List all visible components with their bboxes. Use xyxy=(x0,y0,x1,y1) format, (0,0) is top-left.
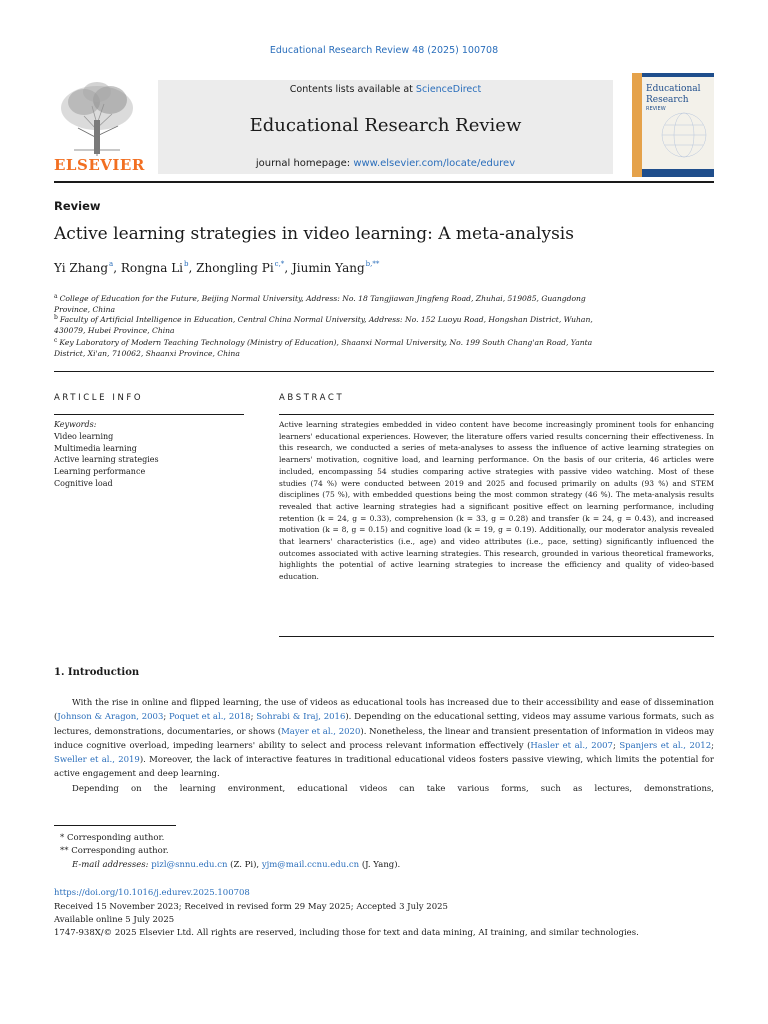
journal-title: Educational Research Review xyxy=(249,115,522,136)
keyword: Learning performance xyxy=(54,467,146,477)
citation-link[interactable]: Mayer et al., 2020 xyxy=(281,726,361,737)
abstract-bottom-rule xyxy=(279,636,714,637)
paragraph-text: ). Depending on the educational setting, videos may assume various formats, such as lectures, demonstrations, documentaries, or shows ( xyxy=(54,712,714,737)
contents-prefix: Contents lists available at xyxy=(289,84,416,95)
journal-homepage-link[interactable]: www.elsevier.com/locate/edurev xyxy=(353,158,516,169)
doi-url[interactable]: https://doi.org/10.1016/j.edurev.2025.100708 xyxy=(54,888,250,898)
author-affil-marker[interactable]: b,** xyxy=(365,260,380,268)
email-owner: (Z. Pi), xyxy=(227,860,262,870)
footnote-emails xyxy=(72,859,400,872)
affiliation-text: Faculty of Artificial Intelligence in Education, Central China Normal University, Address: No. 152 Luoyu Road, Hongshan District, Wuhan, 430079, Hubei Province, China xyxy=(54,315,593,335)
paragraph-text: ; xyxy=(250,712,257,723)
citation-link[interactable]: Poquet et al., 2018 xyxy=(169,712,251,723)
received-dates: Received 15 November 2023; Received in revised form 29 May 2025; Accepted 3 July 2025 xyxy=(54,902,448,912)
abstract-text: Active learning strategies embedded in video content have become increasingly prominent tools for enhancing learners' educational experiences. However, the literature offers varied results concerning their effectiveness. In this research, we conducted a series of meta-analyses to assess the influence of active learning strategies on learners' motivation, cognitive load, and learning performance. On the basis of our criteria, 46 articles were included, encompassing 54 studies comparing active strategies with passive video watching. Most of these studies (74 %) were conducted between 2019 and 2025 and focused primarily on adults (93 %) and STEM disciplines (75 %), with embedded questions being the most common strategy (46 %). The meta-analysis results revealed that active learning strategies had a significant positive effect on learning performance, including retention (k = 24, g = 0.33), comprehension (k = 33, g = 0.28) and transfer (k = 24, g = 0.43), and increased motivation (k = 8, g = 0.15) and cognitive load (k = 19, g = 0.19). Additionally, our moderator analysis revealed that learners' characteristics (i.e., age) and video attributes (i.e., pace, setting) significantly influenced the outcomes associated with active learning strategies. This research, grounded in various theoretical frameworks, highlights the potential of active learning strategies to increase the efficiency and quality of video-based education. xyxy=(279,420,714,582)
paragraph-text: With the rise in online and flipped learning, the use of videos as educational tools has increased due to their accessibility and ease of dissemination ( xyxy=(54,698,714,723)
affiliation-marker: b xyxy=(54,314,58,321)
section-heading-introduction: 1. Introduction xyxy=(54,667,140,678)
email-owner: (J. Yang). xyxy=(359,860,401,870)
keywords-label: Keywords: xyxy=(54,420,97,429)
affiliation-marker: a xyxy=(54,293,58,300)
article-type: Review xyxy=(54,199,101,213)
cover-title-line2: Research xyxy=(646,95,689,105)
homepage-line xyxy=(158,158,613,169)
copyright-notice: 1747-938X/© 2025 Elsevier Ltd. All rights are reserved, including those for text and data mining, AI training, and similar technologies. xyxy=(54,928,639,938)
section-rule xyxy=(54,371,714,372)
author-name[interactable]: Rongna Li xyxy=(120,261,184,275)
journal-reference[interactable]: Educational Research Review 48 (2025) 100708 xyxy=(269,45,499,56)
paragraph-text: ; xyxy=(163,712,170,723)
author-affil-marker[interactable]: b xyxy=(184,260,189,268)
citation-link[interactable]: Sohrabi & Iraj, 2016 xyxy=(256,712,346,723)
email-link[interactable]: pizl@snnu.edu.cn xyxy=(151,860,228,870)
doi-link[interactable] xyxy=(54,887,250,900)
author-affil-marker[interactable]: a xyxy=(109,260,114,268)
abstract-heading: ABSTRACT xyxy=(279,393,345,403)
paragraph-text: ). Moreover, the lack of interactive features in traditional educational videos fosters passive viewing, which limits the potential for active engagement and deep learning. xyxy=(54,755,714,780)
article-title: Active learning strategies in video learning: A meta-analysis xyxy=(54,224,574,244)
article-info-heading: ARTICLE INFO xyxy=(54,393,144,403)
tree-icon xyxy=(54,80,140,156)
author-name[interactable]: Yi Zhang xyxy=(54,261,108,275)
paragraph-text: ; xyxy=(711,740,714,751)
elsevier-wordmark: ELSEVIER xyxy=(54,156,145,174)
footnote-corresponding: * Corresponding author. xyxy=(60,833,165,843)
author-name[interactable]: Zhongling Pi xyxy=(196,261,274,275)
article-info-rule xyxy=(54,414,244,415)
citation-link[interactable]: Spanjers et al., 2012 xyxy=(619,740,712,751)
keyword: Video learning xyxy=(54,431,114,441)
keywords-list xyxy=(54,419,244,490)
author-list: Yi Zhang$^a$, Rongna Li$^b$, Zhongling $Pi^{c,*}$, Jiumin Yang$^{b,**}$ xyxy=(54,260,380,275)
paragraph-text: ; xyxy=(612,740,620,751)
paragraph-text: ). Nonetheless, the linear and transient presentation of information in videos may induce cognitive overload, impeding learners' ability to select and process relevant information effectively ( xyxy=(54,726,714,751)
author-name[interactable]: Jiumin Yang xyxy=(291,261,365,275)
email-label: E-mail addresses: xyxy=(72,860,149,870)
keyword: Active learning strategies xyxy=(54,455,159,465)
affiliation-text: Key Laboratory of Modern Teaching Technology (Ministry of Education), Shaanxi Normal University, No. 199 South Chang'an Road, Yanta District, Xi'an, 710062, Shaanxi Province, China xyxy=(54,338,593,358)
footnote-rule xyxy=(54,825,176,826)
affiliation-marker: c xyxy=(54,337,58,344)
homepage-prefix: journal homepage: xyxy=(255,158,354,169)
journal-cover-thumbnail[interactable] xyxy=(632,73,714,177)
citation-link[interactable]: Sweller et al., 2019 xyxy=(54,755,140,766)
online-date: Available online 5 July 2025 xyxy=(54,915,175,925)
keyword: Multimedia learning xyxy=(54,443,137,453)
cover-title-line1: Educational xyxy=(646,84,701,94)
header-rule xyxy=(54,181,714,183)
affiliation-text: College of Education for the Future, Beijing Normal University, Address: No. 18 Tangjiawan Jingfeng Road, Zhuhai, 519085, Guangdong Province, China xyxy=(54,294,586,314)
cover-title-line3: REVIEW xyxy=(646,106,666,112)
keyword: Cognitive load xyxy=(54,478,113,488)
citation-link[interactable]: Johnson & Aragon, 2003 xyxy=(57,712,164,723)
email-link[interactable]: yjm@mail.ccnu.edu.cn xyxy=(261,860,360,870)
footnote-corresponding: ** Corresponding author. xyxy=(60,846,169,856)
intro-paragraph: Depending on the learning environment, educational videos can take various forms, such as lectures, demonstrations, xyxy=(72,784,714,794)
sciencedirect-link[interactable]: ScienceDirect xyxy=(415,84,482,95)
contents-line xyxy=(158,84,613,95)
affiliation xyxy=(54,335,624,359)
author-affil-marker[interactable]: c,* xyxy=(274,260,285,268)
abstract-rule xyxy=(279,414,714,415)
journal-cover-image xyxy=(632,73,714,177)
intro-paragraph xyxy=(54,696,714,782)
affiliation xyxy=(54,312,624,336)
citation-link[interactable]: Hasler et al., 2007 xyxy=(530,740,613,751)
